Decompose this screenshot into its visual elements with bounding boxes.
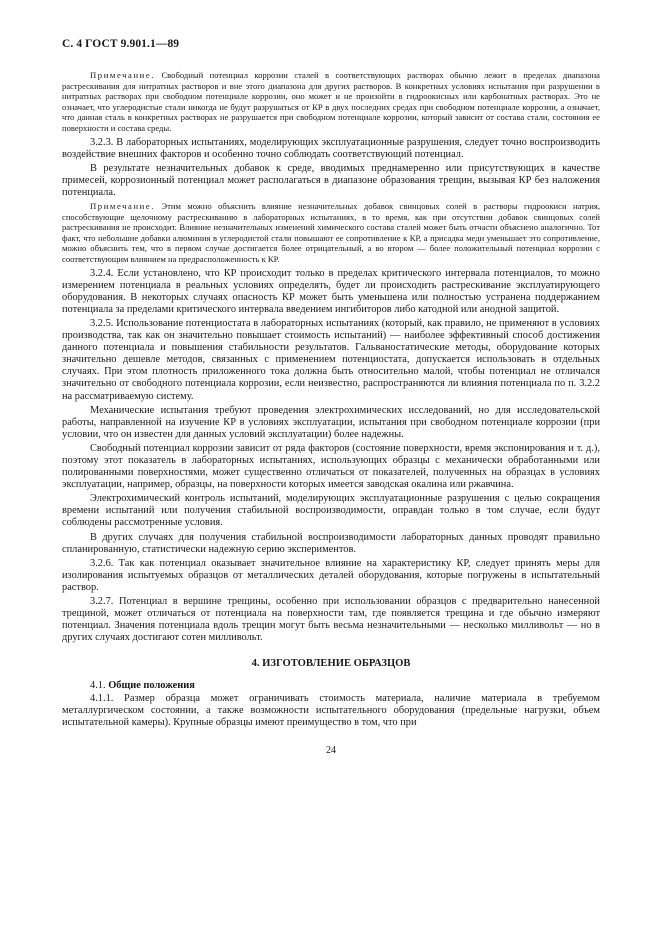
page-number: 24 <box>326 744 336 756</box>
paragraph-3-2-3-continued: В результате незначительных добавок к среде, вводимых преднамеренно или присутствующих в качестве примесей, коррозионный потенциал может располагаться в диапазоне образования трещин, вызывая КР без наложения потенциала. <box>62 162 600 198</box>
page-header: С. 4 ГОСТ 9.901.1—89 <box>62 38 180 50</box>
note-paragraph <box>62 70 600 134</box>
paragraph-3-2-7: 3.2.7. Потенциал в вершине трещины, особенно при использовании образцов с предварительно нанесенной трещиной, может отличаться от потенциала на поверхности там, где появляется трещина и где обычно измеряют потенциал. Значения потенциала вдоль трещин могут быть весьма незначительными — несколько милливольт — но в других случаях достигают сотен милливольт. <box>62 596 600 644</box>
paragraph-mechanical-tests: Механические испытания требуют проведения электрохимических исследований, но для исследовательской работы, направленной на изучение КР в условиях эксплуатации, испытания при свободном потенциале коррозии (при условии, что он известен для данных условий эксплуатации) более надежны. <box>62 404 600 440</box>
subsection-number: 4.1. <box>90 680 109 692</box>
note-text: Свободный потенциал коррозии сталей в соответствующих растворах обычно лежит в пределах диапазона растрескивания для нитратных растворов и вне этого диапазона для других растворов. В конкретных условиях испытания при разрушении в нитратных растворах при свободном потенциале коррозии, оно может и не произойти в гидроокисных или карбонатных растворах. Это не означает, что углеродистые стали никогда не будут разрушаться от КР в двух последних средах при свободном потенциале коррозии, а означает, что данная сталь в конкретных растворах не разрушается при свободном потенциале коррозии, который зависит от состава стали, состояния ее поверхности и состава среды. <box>62 70 600 133</box>
paragraph-electrochemical-control: Электрохимический контроль испытаний, моделирующих эксплуатационные разрушения с целью сокращения времени испытаний или получения стабильной воспроизводимости, оправдан только в том случае, если будут соблюдены рассмотренные условия. <box>62 493 600 529</box>
paragraph-3-2-4: 3.2.4. Если установлено, что КР происходит только в пределах критического интервала потенциалов, то можно измерением потенциала в реальных условиях определять, будет ли происходить растрескивание эксплуатирующего оборудования. В некоторых случаях опасность КР может быть уменьшена или полностью устранена поддержанием потенциала за пределами критического интервала введением ингибиторов либо катодной или анодной защитой. <box>62 267 600 315</box>
document-page <box>62 38 600 756</box>
paragraph-3-2-3: 3.2.3. В лабораторных испытаниях, моделирующих эксплуатационные разрушения, следует точно воспроизводить воздействие внешних факторов и особенно точно соблюдать соответствующий потенциал. <box>62 136 600 160</box>
paragraph-other-cases: В других случаях для получения стабильной воспроизводимости лабораторных данных проводят правильно спланированную, статистически надежную серию экспериментов. <box>62 531 600 555</box>
subsection-title: Общие положения <box>108 680 195 692</box>
note-label: Примечание. <box>90 70 156 80</box>
paragraph-4-1-1: 4.1.1. Размер образца может ограничивать стоимость материала, наличие материала в требуемом металлургическом состоянии, а также возможности испытательного оборудования (предельные нагрузки, объем испытательной камеры). Крупные образцы имеют преимущество в том, что при <box>62 692 600 728</box>
note-paragraph <box>62 201 600 265</box>
note-text: Этим можно объяснить влияние незначительных добавок свинцовых солей в растворы гидроокиси натрия, способствующие щелочному растрескиванию в лабораторных испытаниях, в то время, как при отсутствии добавок свинцовых солей растрескивания не происходит. Влияние незначительных изменений химического состава сталей может быть отчасти объяснено аналогично. Тот факт, что небольшие добавки алюминия в углеродистой стали повышают ее сопротивление к КР, а присадка меди уменьшает это сопротивление, можно объяснить тем, что в первом случае достигается более отрицательный, а во втором — более положительный потенциал коррозии с соответствующим влиянием на предрасположенность к КР. <box>62 201 600 264</box>
subsection-heading <box>62 680 600 692</box>
section-title: 4. ИЗГОТОВЛЕНИЕ ОБРАЗЦОВ <box>251 658 411 670</box>
paragraph-free-potential: Свободный потенциал коррозии зависит от ряда факторов (состояние поверхности, время экспонирования и т. д.), поэтому этот показатель в лабораторных испытаниях, использующих образцы с механически обработанными или полированными поверхностями, может существенно отличаться от показателей, полученных на образцах в условиях эксплуатации, например, образцы, на поверхности которых имеется заводская окалина или ржавчина. <box>62 442 600 491</box>
paragraph-3-2-6: 3.2.6. Так как потенциал оказывает значительное влияние на характеристику КР, следует принять меры для изолирования испытуемых образцов от металлических деталей оборудования, которые погружены в испытательный раствор. <box>62 557 600 593</box>
paragraph-3-2-5: 3.2.5. Использование потенциостата в лабораторных испытаниях (который, как правило, не применяют в условиях производства, так как он значительно повышает стоимость испытаний) — наиболее эффективный способ достижения данного потенциала и повышения стабильности результатов. Гальваностатические методы, оборудование которых значительно дешевле методов, связанных с применением потенциостата, допускается использовать в отдельных случаях. При этом плотность приложенного тока должна быть относительно малой, чтобы потенциал не отличался значительно от свободного потенциала коррозии, если неизвестно, распространяются ли влияния потенциала по п. 3.2.2 на рассматриваемую систему. <box>62 317 600 402</box>
note-label: Примечание. <box>90 201 156 212</box>
